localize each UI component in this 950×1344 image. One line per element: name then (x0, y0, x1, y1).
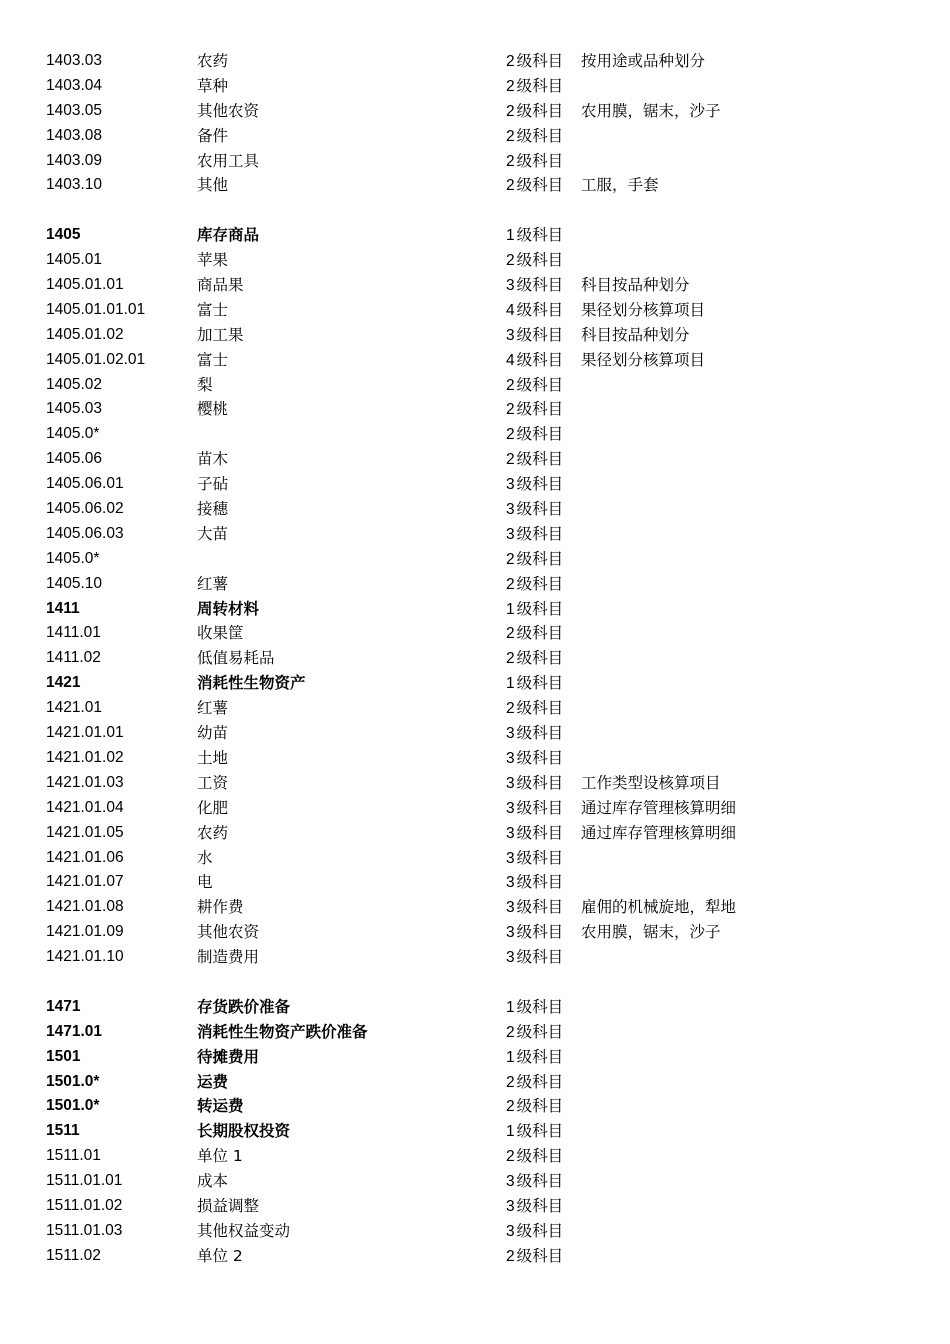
account-row (0, 796, 950, 821)
account-name: 苹果 (197, 251, 229, 270)
account-level (506, 771, 563, 797)
account-level-number: 2 (506, 102, 515, 120)
account-name: 成本 (197, 1172, 229, 1191)
account-level-label: 级科目 (516, 574, 564, 593)
account-level (506, 49, 563, 75)
account-name: 备件 (197, 126, 229, 145)
account-code: 1501.0* (46, 1072, 100, 1090)
account-code: 1421.01.07 (46, 873, 124, 891)
account-level-number: 2 (506, 1247, 515, 1265)
account-level-number: 3 (506, 774, 515, 792)
account-name: 电 (197, 873, 213, 892)
account-level-label: 级科目 (516, 300, 564, 319)
account-level-label: 级科目 (516, 325, 564, 344)
account-level-label: 级科目 (516, 624, 564, 643)
account-code: 1403.08 (46, 126, 103, 144)
account-row (0, 223, 950, 248)
account-level (506, 646, 563, 672)
account-level (506, 945, 563, 971)
account-note: 科目按品种划分 (581, 276, 690, 295)
account-level (506, 696, 563, 722)
account-code: 1511.01.01 (46, 1172, 123, 1190)
account-code: 1405.06.03 (46, 524, 124, 542)
account-row (0, 348, 950, 373)
account-level (506, 298, 563, 324)
account-row (0, 1194, 950, 1219)
account-row (0, 323, 950, 348)
account-level-number: 2 (506, 1023, 515, 1041)
account-row (0, 597, 950, 622)
account-code: 1511.01.03 (46, 1221, 123, 1239)
account-name: 土地 (197, 748, 229, 767)
account-level-label: 级科目 (516, 1196, 564, 1215)
account-level-number: 3 (506, 476, 515, 494)
account-level-number: 2 (506, 650, 515, 668)
account-level-number: 3 (506, 725, 515, 743)
account-level (506, 621, 563, 647)
account-row (0, 995, 950, 1020)
account-row (0, 547, 950, 572)
account-code: 1421.01.10 (46, 948, 124, 966)
account-code: 1403.09 (46, 151, 103, 169)
account-name: 农药 (197, 823, 229, 842)
account-code: 1421.01.08 (46, 898, 124, 916)
account-name: 红薯 (197, 574, 229, 593)
account-level-label: 级科目 (516, 400, 564, 419)
account-row (0, 1045, 950, 1070)
account-row (0, 298, 950, 323)
account-row (0, 149, 950, 174)
account-level-label: 级科目 (516, 898, 564, 917)
account-level-label: 级科目 (516, 475, 564, 494)
account-name: 接穗 (197, 500, 229, 519)
account-row (0, 497, 950, 522)
account-level-label: 级科目 (516, 997, 564, 1016)
account-level-label: 级科目 (516, 151, 564, 170)
account-row (0, 870, 950, 895)
account-name: 待摊费用 (197, 1047, 260, 1066)
account-level-label: 级科目 (516, 649, 564, 668)
account-level-number: 2 (506, 700, 515, 718)
account-level-label: 级科目 (516, 599, 564, 618)
account-level-label: 级科目 (516, 748, 564, 767)
account-level (506, 597, 563, 623)
account-level-label: 级科目 (516, 52, 564, 70)
account-level (506, 1119, 563, 1145)
account-code: 1421.01.03 (46, 773, 124, 791)
account-level-number: 3 (506, 849, 515, 867)
account-row (0, 572, 950, 597)
account-code: 1405.02 (46, 375, 103, 393)
account-note: 通过库存管理核算明细 (581, 798, 737, 817)
account-code: 1405.0* (46, 425, 100, 443)
blank-row (0, 970, 950, 995)
account-code: 1405.01.02.01 (46, 350, 146, 368)
account-code: 1403.03 (46, 52, 103, 69)
account-level (506, 721, 563, 747)
account-level (506, 870, 563, 896)
account-level-label: 级科目 (516, 773, 564, 792)
account-level-label: 级科目 (516, 500, 564, 519)
account-level (506, 671, 563, 697)
account-level-label: 级科目 (516, 873, 564, 892)
account-code: 1403.04 (46, 76, 103, 94)
account-name: 制造费用 (197, 948, 260, 967)
account-level-number: 1 (506, 675, 515, 693)
account-row (0, 373, 950, 398)
account-level-label: 级科目 (516, 101, 564, 120)
account-level (506, 323, 563, 349)
account-name: 大苗 (197, 524, 229, 543)
account-name: 转运费 (197, 1097, 244, 1116)
account-level-label: 级科目 (516, 425, 564, 444)
account-row (0, 273, 950, 298)
account-level (506, 149, 563, 175)
account-level-label: 级科目 (516, 724, 564, 743)
account-row (0, 522, 950, 547)
account-name: 化肥 (197, 798, 229, 817)
account-level-number: 2 (506, 625, 515, 643)
account-level (506, 273, 563, 299)
account-note: 按用途或品种划分 (581, 52, 706, 70)
account-level-number: 3 (506, 1197, 515, 1215)
account-level-number: 1 (506, 998, 515, 1016)
account-row (0, 472, 950, 497)
account-code: 1421.01.06 (46, 848, 124, 866)
account-level (506, 1219, 563, 1245)
account-note: 通过库存管理核算明细 (581, 823, 737, 842)
account-level-number: 2 (506, 1098, 515, 1116)
account-level (506, 895, 563, 921)
account-name: 库存商品 (197, 226, 260, 245)
account-code: 1405.06 (46, 450, 103, 468)
account-level (506, 522, 563, 548)
account-level-label: 级科目 (516, 126, 564, 145)
account-level-label: 级科目 (516, 1221, 564, 1240)
account-level (506, 124, 563, 150)
account-code-list (0, 49, 950, 1269)
account-code: 1403.10 (46, 176, 103, 194)
account-level (506, 223, 563, 249)
account-name: 幼苗 (197, 724, 229, 743)
account-name: 其他农资 (197, 101, 260, 120)
account-level-number: 3 (506, 525, 515, 543)
account-code: 1421.01.01 (46, 724, 124, 742)
account-level (506, 497, 563, 523)
account-row (0, 1144, 950, 1169)
account-level-label: 级科目 (516, 226, 564, 245)
account-level-label: 级科目 (516, 1047, 564, 1066)
account-note: 科目按品种划分 (581, 325, 690, 344)
account-level-label: 级科目 (516, 699, 564, 718)
account-row (0, 1244, 950, 1269)
account-note: 工服，手套 (581, 176, 659, 195)
account-code: 1421.01.09 (46, 923, 124, 941)
account-name: 农药 (197, 52, 229, 70)
account-code: 1471.01 (46, 1022, 103, 1040)
account-name: 农用工具 (197, 151, 260, 170)
account-code: 1405 (46, 226, 81, 244)
account-level-number: 2 (506, 252, 515, 270)
account-name: 损益调整 (197, 1196, 260, 1215)
account-level-label: 级科目 (516, 176, 564, 195)
account-code: 1405.01.01 (46, 276, 124, 294)
account-level-label: 级科目 (516, 375, 564, 394)
account-name: 收果筐 (197, 624, 244, 643)
account-row (0, 920, 950, 945)
account-name: 商品果 (197, 276, 244, 295)
account-note: 雇佣的机械旋地，犁地 (581, 898, 737, 917)
account-code: 1411 (46, 599, 80, 617)
account-level-label: 级科目 (516, 524, 564, 543)
account-row (0, 1119, 950, 1144)
account-name: 其他 (197, 176, 229, 195)
account-row (0, 99, 950, 124)
account-name: 长期股权投资 (197, 1122, 291, 1141)
account-level-number: 3 (506, 949, 515, 967)
account-row (0, 771, 950, 796)
account-note: 农用膜，锯末，沙子 (581, 923, 721, 942)
account-row (0, 248, 950, 273)
account-code: 1501.0* (46, 1097, 100, 1115)
account-level (506, 472, 563, 498)
account-level (506, 348, 563, 374)
account-level-label: 级科目 (516, 1122, 564, 1141)
account-name: 低值易耗品 (197, 649, 275, 668)
account-level (506, 920, 563, 946)
account-name: 存货跌价准备 (197, 997, 291, 1016)
account-row (0, 646, 950, 671)
account-row (0, 1094, 950, 1119)
account-name: 单位 1 (197, 1147, 243, 1166)
account-code: 1421.01.04 (46, 798, 124, 816)
account-level-label: 级科目 (516, 1147, 564, 1166)
account-name: 耕作费 (197, 898, 244, 917)
account-row (0, 696, 950, 721)
account-code: 1405.01 (46, 251, 103, 269)
account-note: 工作类型设核算项目 (581, 773, 721, 792)
account-row (0, 447, 950, 472)
account-level (506, 373, 563, 399)
account-level-number: 2 (506, 451, 515, 469)
account-code: 1421.01.05 (46, 823, 124, 841)
account-row (0, 895, 950, 920)
account-code: 1405.03 (46, 400, 103, 418)
account-row (0, 422, 950, 447)
account-level-number: 2 (506, 550, 515, 568)
account-level-label: 级科目 (516, 450, 564, 469)
account-name: 草种 (197, 76, 229, 95)
account-level-label: 级科目 (516, 923, 564, 942)
account-level-number: 3 (506, 924, 515, 942)
account-level-number: 2 (506, 1148, 515, 1166)
account-name: 运费 (197, 1072, 229, 1091)
account-name: 富士 (197, 350, 229, 369)
account-code: 1405.01.01.01 (46, 300, 146, 318)
account-level-number: 2 (506, 127, 515, 145)
account-row (0, 1169, 950, 1194)
account-name: 单位 2 (197, 1246, 243, 1265)
account-row (0, 49, 950, 74)
account-name: 周转材料 (197, 599, 260, 618)
account-level-number: 2 (506, 426, 515, 444)
account-level-number: 4 (506, 351, 515, 369)
account-code: 1511 (46, 1122, 80, 1140)
account-level (506, 846, 563, 872)
account-level (506, 1094, 563, 1120)
account-level-number: 3 (506, 749, 515, 767)
account-level-label: 级科目 (516, 848, 564, 867)
account-level-label: 级科目 (516, 350, 564, 369)
account-level (506, 796, 563, 822)
account-note: 农用膜，锯末，沙子 (581, 101, 721, 120)
account-level (506, 447, 563, 473)
account-name: 工资 (197, 773, 229, 792)
account-code: 1405.06.02 (46, 500, 124, 518)
account-row (0, 821, 950, 846)
account-name: 其他权益变动 (197, 1221, 291, 1240)
account-row (0, 1020, 950, 1045)
account-code: 1501 (46, 1047, 81, 1065)
account-row (0, 397, 950, 422)
account-level (506, 995, 563, 1021)
account-level-number: 2 (506, 401, 515, 419)
account-row (0, 846, 950, 871)
account-row (0, 945, 950, 970)
account-level (506, 173, 563, 199)
account-level-number: 3 (506, 874, 515, 892)
account-name: 子砧 (197, 475, 229, 494)
account-level (506, 1194, 563, 1220)
account-level (506, 1169, 563, 1195)
account-level (506, 99, 563, 125)
account-row (0, 671, 950, 696)
account-level-number: 1 (506, 600, 515, 618)
account-name: 消耗性生物资产 (197, 674, 306, 693)
account-level-number: 2 (506, 575, 515, 593)
account-note: 果径划分核算项目 (581, 350, 706, 369)
account-level-label: 级科目 (516, 674, 564, 693)
account-row (0, 124, 950, 149)
account-row (0, 1070, 950, 1095)
blank-row (0, 198, 950, 223)
account-note: 果径划分核算项目 (581, 300, 706, 319)
account-code: 1421 (46, 674, 81, 692)
account-level-label: 级科目 (516, 1022, 564, 1041)
account-code: 1405.06.01 (46, 475, 124, 493)
account-level-label: 级科目 (516, 549, 564, 568)
account-level-number: 2 (506, 152, 515, 170)
account-row (0, 1219, 950, 1244)
account-level-number: 2 (506, 77, 515, 95)
account-name: 富士 (197, 300, 229, 319)
account-level-number: 4 (506, 301, 515, 319)
account-level (506, 422, 563, 448)
account-level-number: 2 (506, 53, 515, 70)
account-row (0, 721, 950, 746)
account-level-number: 2 (506, 376, 515, 394)
account-name: 苗木 (197, 450, 229, 469)
account-row (0, 74, 950, 99)
account-name: 消耗性生物资产跌价准备 (197, 1022, 368, 1041)
account-name: 红薯 (197, 699, 229, 718)
account-level-number: 2 (506, 177, 515, 195)
account-level-number: 3 (506, 799, 515, 817)
account-level (506, 1144, 563, 1170)
account-level-label: 级科目 (516, 251, 564, 270)
account-level-number: 2 (506, 1073, 515, 1091)
account-level (506, 572, 563, 598)
account-level-label: 级科目 (516, 798, 564, 817)
account-level-label: 级科目 (516, 1246, 564, 1265)
account-level-label: 级科目 (516, 948, 564, 967)
account-level-label: 级科目 (516, 1097, 564, 1116)
account-level-number: 1 (506, 1123, 515, 1141)
account-level-label: 级科目 (516, 1172, 564, 1191)
account-level (506, 746, 563, 772)
account-level-number: 3 (506, 1173, 515, 1191)
account-name: 其他农资 (197, 923, 260, 942)
account-level-label: 级科目 (516, 276, 564, 295)
account-level (506, 1070, 563, 1096)
account-level-number: 3 (506, 501, 515, 519)
account-name: 梨 (197, 375, 213, 394)
account-level-number: 1 (506, 227, 515, 245)
account-code: 1403.05 (46, 101, 103, 119)
account-level-label: 级科目 (516, 1072, 564, 1091)
account-code: 1405.01.02 (46, 325, 124, 343)
account-name: 水 (197, 848, 213, 867)
account-level-number: 1 (506, 1048, 515, 1066)
account-level (506, 547, 563, 573)
account-level (506, 74, 563, 100)
account-code: 1421.01 (46, 699, 103, 717)
account-code: 1511.02 (46, 1246, 101, 1264)
account-row (0, 621, 950, 646)
account-name: 加工果 (197, 325, 244, 344)
account-level-number: 3 (506, 1222, 515, 1240)
account-level (506, 397, 563, 423)
account-level (506, 821, 563, 847)
account-level-number: 3 (506, 899, 515, 917)
account-level (506, 1045, 563, 1071)
account-level-label: 级科目 (516, 823, 564, 842)
account-level-label: 级科目 (516, 76, 564, 95)
account-name: 樱桃 (197, 400, 229, 419)
account-level-number: 3 (506, 326, 515, 344)
account-code: 1511.01 (46, 1147, 101, 1165)
account-code: 1511.01.02 (46, 1196, 123, 1214)
account-code: 1411.01 (46, 624, 101, 642)
account-level-number: 3 (506, 824, 515, 842)
account-level (506, 1020, 563, 1046)
account-code: 1471 (46, 997, 81, 1015)
account-code: 1405.0* (46, 549, 100, 567)
account-code: 1421.01.02 (46, 748, 124, 766)
account-level-number: 3 (506, 277, 515, 295)
account-row (0, 746, 950, 771)
account-level (506, 1244, 563, 1270)
account-row (0, 173, 950, 198)
account-code: 1411.02 (46, 649, 101, 667)
account-level (506, 248, 563, 274)
account-code: 1405.10 (46, 574, 103, 592)
